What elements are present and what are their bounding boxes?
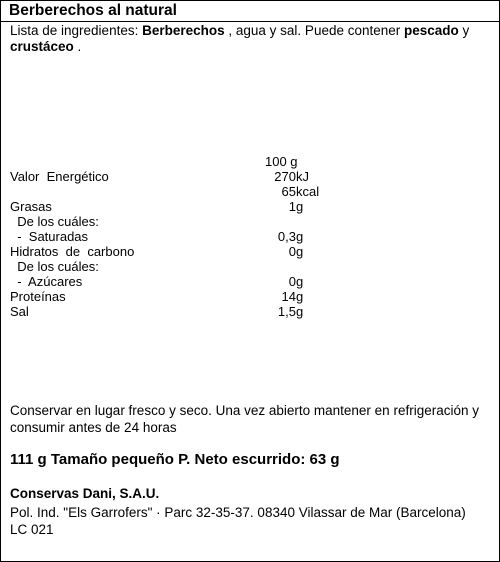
nutrition-unit: g (296, 289, 304, 304)
nutrition-label: Sal (10, 304, 29, 319)
nutrition-label: - Azúcares (10, 274, 83, 289)
address-line-1: Pol. Ind. "Els Garrofers" · Parc 32-35-37. 08340 Vilassar de Mar (Barcelona) (10, 505, 466, 520)
product-title: Berberechos al natural (9, 2, 177, 19)
nutrition-label: Grasas (10, 199, 52, 214)
nutrition-unit: kcal (296, 184, 320, 199)
nutrition-label: Proteínas (10, 289, 66, 304)
nutrition-unit: g (296, 274, 304, 289)
ingredients-joiner: y (458, 23, 470, 38)
nutrition-value: 1,5 (277, 304, 296, 319)
company-name: Conservas Dani, S.A.U. (10, 486, 160, 501)
allergen-crustacean: crustáceo (10, 39, 74, 54)
nutrition-label: Hidratos de carbono (10, 244, 135, 259)
title-band (1, 1, 499, 22)
nutrition-label: De los cuáles: (10, 259, 99, 274)
nutrition-unit: g (296, 304, 304, 319)
nutrition-value: 0,3 (277, 229, 296, 244)
nutrition-row (10, 199, 310, 214)
ingredients-prefix: Lista de ingredientes: (10, 23, 143, 38)
nutrition-value: 1 (288, 199, 296, 214)
address-line-2: LC 021 (10, 522, 54, 537)
nutrition-row (10, 214, 310, 229)
nutrition-label: De los cuáles: (10, 214, 99, 229)
nutrition-label: - Saturadas (10, 229, 89, 244)
nutrition-row (10, 169, 310, 184)
ingredients-list (10, 23, 490, 55)
nutrition-row (10, 259, 310, 274)
nutrition-unit: g (296, 199, 304, 214)
nutrition-value: 65 (281, 184, 296, 199)
company-address (10, 504, 496, 538)
nutrition-unit: g (296, 244, 304, 259)
nutrition-value: 14 (281, 289, 296, 304)
nutrition-unit: kJ (296, 169, 309, 184)
nutrition-row (10, 304, 310, 319)
nutrition-header: 100 g (265, 154, 298, 169)
nutrition-table (10, 154, 320, 319)
allergen-fish: pescado (404, 23, 459, 38)
nutrition-label: Valor Energético (10, 169, 109, 184)
nutrition-header-row (10, 154, 310, 169)
nutrition-row (10, 244, 310, 259)
net-weight: 111 g Tamaño pequeño P. Neto escurrido: 63 g (10, 451, 340, 468)
nutrition-row (10, 289, 310, 304)
ingredients-middle: , agua y sal. Puede contener (224, 23, 405, 38)
ingredients-suffix: . (73, 39, 82, 54)
nutrition-unit: g (296, 229, 304, 244)
nutrition-row (10, 274, 310, 289)
nutrition-row (10, 184, 320, 199)
ingredient-main: Berberechos (142, 23, 225, 38)
nutrition-value: 270 (274, 169, 296, 184)
storage-instructions: Conservar en lugar fresco y seco. Una vez abierto mantener en refrigeración y consumir antes de 24 horas (10, 403, 479, 435)
nutrition-value: 0 (288, 244, 296, 259)
nutrition-value: 0 (288, 274, 296, 289)
nutrition-row (10, 229, 310, 244)
